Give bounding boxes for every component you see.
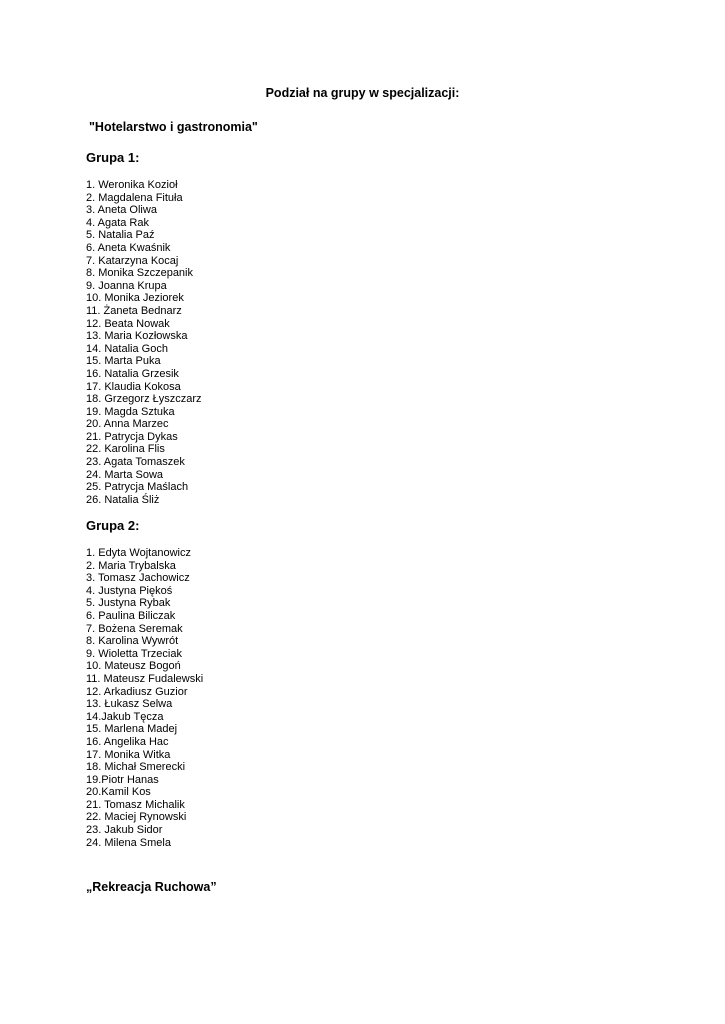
list-item: 2. Maria Trybalska [86,559,176,572]
list-item: 7. Katarzyna Kocaj [86,254,179,267]
section-title-hotelarstwo: "Hotelarstwo i gastronomia" [89,120,258,134]
list-item: 12. Arkadiusz Guzior [86,685,188,698]
list-item: 11. Żaneta Bednarz [86,304,182,317]
list-item: 23. Jakub Sidor [86,824,163,837]
list-item: 24. Marta Sowa [86,468,164,481]
list-item: 4. Agata Rak [86,216,149,229]
list-item: 24. Milena Smela [86,836,171,849]
list-item: 22. Karolina Flis [86,443,165,456]
section-title-rekreacja: „Rekreacja Ruchowa” [86,880,217,894]
list-item: 14.Jakub Tęcza [86,710,164,723]
list-item: 13. Łukasz Selwa [86,698,173,711]
group-2-heading: Grupa 2: [86,518,140,533]
list-item: 10. Mateusz Bogoń [86,660,181,673]
list-item: 16. Natalia Grzesik [86,367,179,380]
list-item: 18. Michał Smerecki [86,761,186,774]
page-title: Podział na grupy w specjalizacji: [265,86,460,100]
list-item: 19.Piotr Hanas [86,773,159,786]
list-item: 3. Aneta Oliwa [86,204,157,217]
list-item: 6. Paulina Biliczak [86,609,176,622]
list-item: 16. Angelika Hac [86,735,169,748]
list-item: 26. Natalia Śliż [86,493,160,506]
list-item: 8. Monika Szczepanik [86,267,193,280]
list-item: 1. Edyta Wojtanowicz [86,547,191,559]
list-item: 11. Mateusz Fudalewski [86,672,204,685]
list-item: 17. Klaudia Kokosa [86,380,181,393]
list-item: 1. Weronika Kozioł [86,179,178,191]
list-item: 3. Tomasz Jachowicz [86,572,190,585]
list-item: 5. Justyna Rybak [86,597,171,610]
group-2-list [86,547,203,849]
list-item: 12. Beata Nowak [86,317,170,330]
list-item: 19. Magda Sztuka [86,405,175,418]
list-item: 17. Monika Witka [86,748,171,761]
list-item: 13. Maria Kozłowska [86,330,188,343]
list-item: 9. Joanna Krupa [86,279,167,292]
list-item: 7. Bożena Seremak [86,622,183,635]
list-item: 15. Marta Puka [86,355,161,368]
list-item: 18. Grzegorz Łyszczarz [86,393,202,406]
list-item: 20.Kamil Kos [86,786,151,799]
list-item: 22. Maciej Rynowski [86,811,187,824]
group-1-heading: Grupa 1: [86,150,140,165]
list-item: 8. Karolina Wywrót [86,635,179,648]
list-item: 15. Marlena Madej [86,723,178,736]
group-1-list [86,179,202,506]
list-item: 2. Magdalena Fituła [86,191,183,204]
list-item: 5. Natalia Paź [86,229,155,242]
list-item: 14. Natalia Goch [86,342,168,355]
list-item: 10. Monika Jeziorek [86,292,184,305]
list-item: 9. Wioletta Trzeciak [86,647,182,660]
list-item: 4. Justyna Piękoś [86,584,173,597]
list-item: 21. Tomasz Michalik [86,798,185,811]
list-item: 20. Anna Marzec [86,418,169,431]
list-item: 25. Patrycja Maślach [86,481,189,494]
list-item: 6. Aneta Kwaśnik [86,241,171,254]
list-item: 21. Patrycja Dykas [86,430,178,443]
list-item: 23. Agata Tomaszek [86,456,185,469]
